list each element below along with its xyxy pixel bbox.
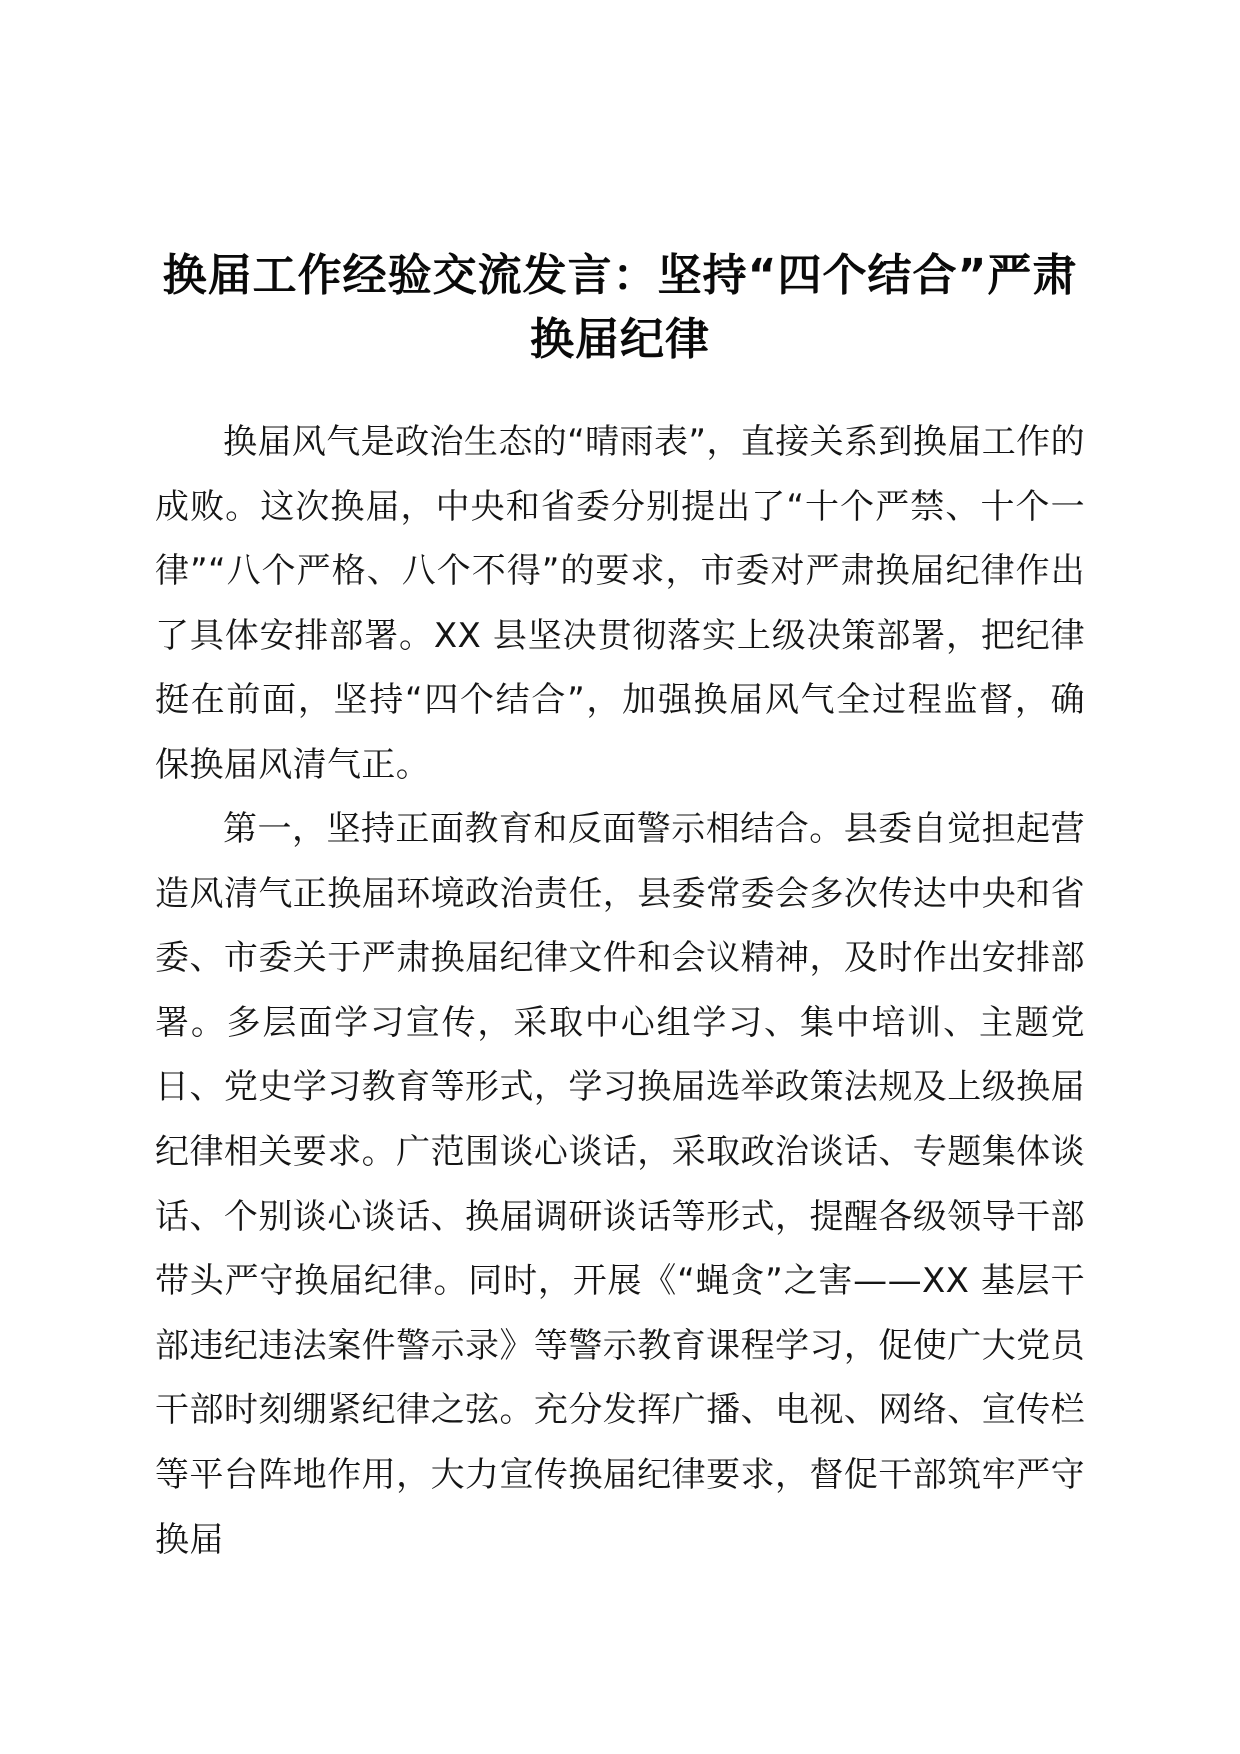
paragraph-first-point: 第一，坚持正面教育和反面警示相结合。县委自觉担起营造风清气正换届环境政治责任，县委常委会多次传达中央和省委、市委关于严肃换届纪律文件和会议精神，及时作出安排部署。多层面学习宣传，采取中心组学习、集中培训、主题党日、党史学习教育等形式，学习换届选举政策法规及上级换届纪律相关要求。广范围谈心谈话，采取政治谈话、专题集体谈话、个别谈心谈话、换届调研谈话等形式，提醒各级领导干部带头严守换届纪律。同时，开展《“蝇贪”之害——XX 基层干部违纪违法案件警示录》等警示教育课程学习，促使广大党员干部时刻绷紧纪律之弦。充分发挥广播、电视、网络、宣传栏等平台阵地作用，大力宣传换届纪律要求，督促干部筑牢严守换届 <box>155 809 1085 1560</box>
paragraph-intro: 换届风气是政治生态的“晴雨表”，直接关系到换届工作的成败。这次换届，中央和省委分别提出了“十个严禁、十个一律”“八个严格、八个不得”的要求，市委对严肃换届纪律作出了具体安排部署。XX 县坚决贯彻落实上级决策部署，把纪律挺在前面，坚持“四个结合”，加强换届风气全过程监督，确保换届风清气正。 <box>155 422 1085 785</box>
document-title: 换届工作经验交流发言：坚持“四个结合”严肃换届纪律 <box>162 250 1078 366</box>
